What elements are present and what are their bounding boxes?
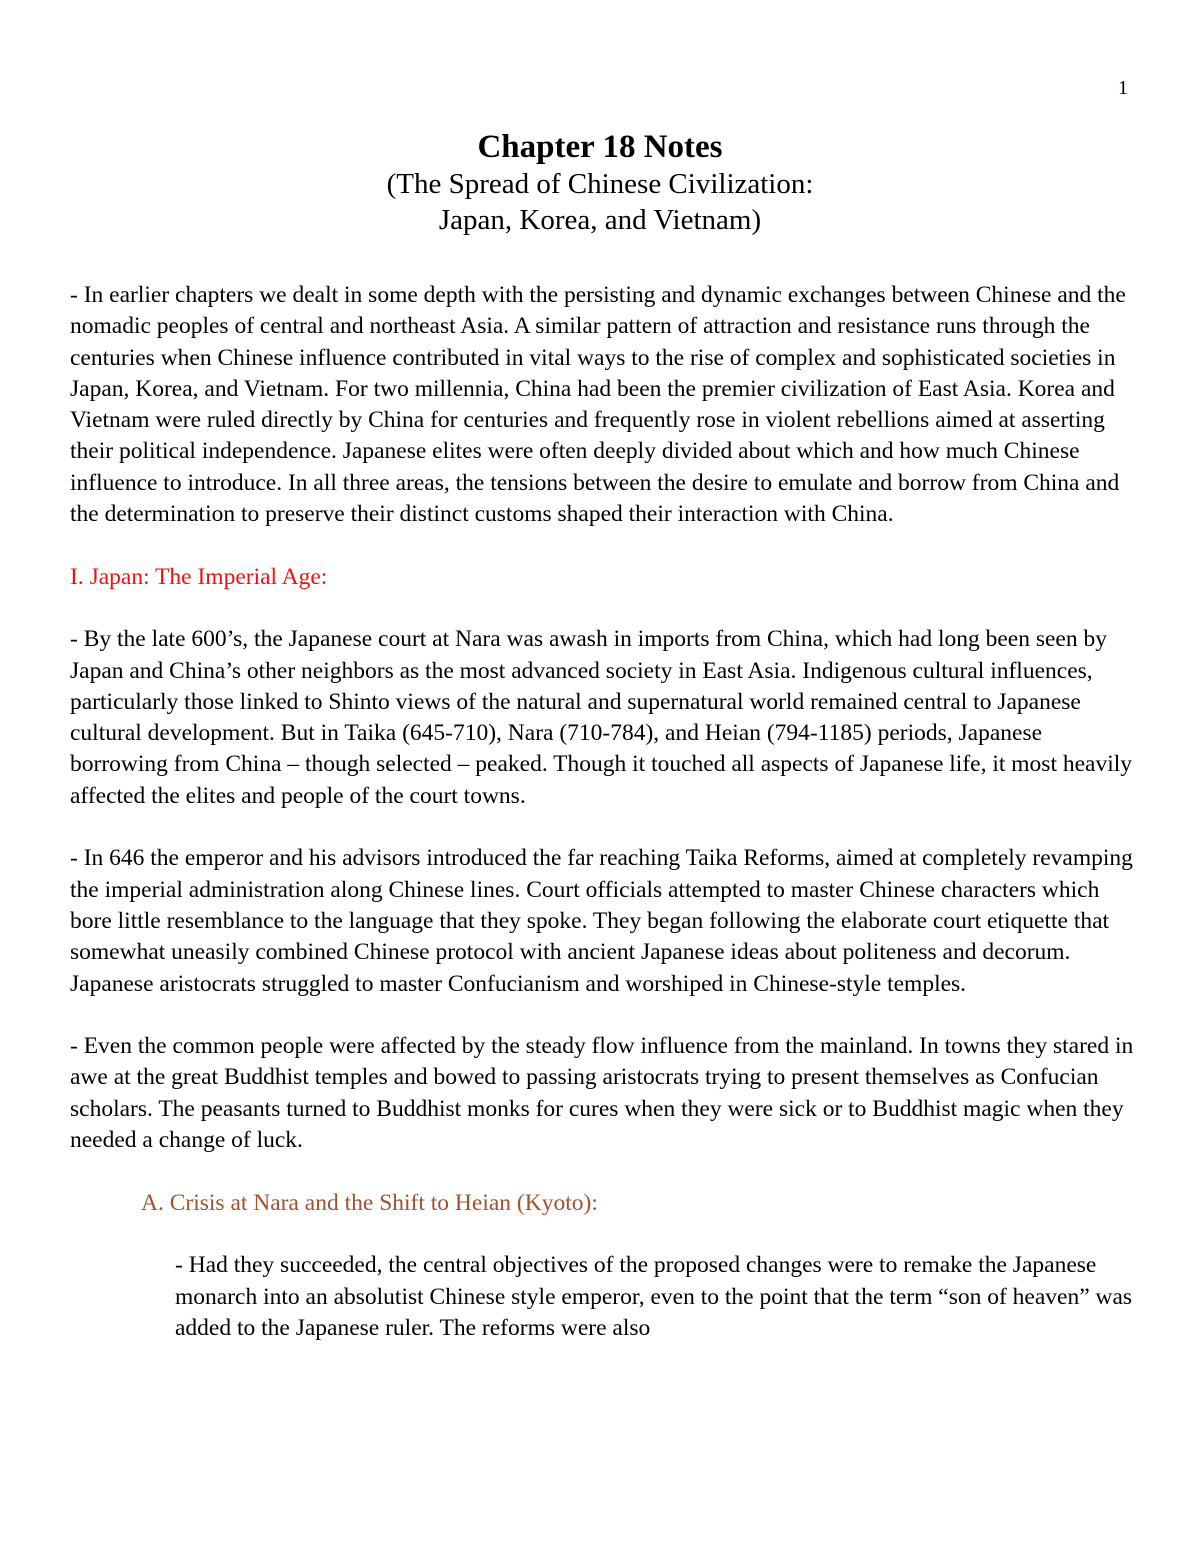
document-subtitle-line-1: (The Spread of Chinese Civilization: — [386, 168, 814, 200]
section-paragraph: - By the late 600’s, the Japanese court at Nara was awash in imports from China, which had long been seen by Japan and China’s other neighbors as the most advanced society in East Asia. Indigenous cultural influences, particularly those linked to Shinto views of the natural and supernatural world remained central to Japanese cultural development. But in Taika (645-710), Nara (710-784), and Heian (794-1185) periods, Japanese borrowing from China – though selected – peaked. Though it touched all aspects of Japanese life, it most heavily affected the elites and people of the court towns. — [70, 626, 1133, 809]
subsection-heading-crisis-at-nara: A. Crisis at Nara and the Shift to Heian (Kyoto): — [141, 1189, 598, 1216]
document-body — [70, 280, 1135, 1344]
section-paragraph: - In 646 the emperor and his advisors introduced the far reaching Taika Reforms, aimed at completely revamping the imperial administration along Chinese lines. Court officials attempted to master Chinese characters which bore little resemblance to the language that they spoke. They began following the elaborate court etiquette that somewhat uneasily combined Chinese protocol with ancient Japanese ideas about politeness and decorum. Japanese aristocrats struggled to master Confucianism and worshiped in Chinese-style temples. — [70, 845, 1133, 997]
subsection-paragraph: - Had they succeeded, the central objectives of the proposed changes were to remake the Japanese monarch into an absolutist Chinese style emperor, even to the point that the term “son of heaven” was added to the Japanese ruler. The reforms were also — [175, 1252, 1133, 1341]
intro-paragraph: - In earlier chapters we dealt in some depth with the persisting and dynamic exchanges between Chinese and the nomadic peoples of central and northeast Asia. A similar pattern of attraction and resistance runs through the centuries when Chinese influence contributed in vital ways to the rise of complex and sophisticated societies in Japan, Korea, and Vietnam. For two millennia, China had been the premier civilization of East Asia. Korea and Vietnam were ruled directly by China for centuries and frequently rose in violent rebellions aimed at asserting their political independence. Japanese elites were often deeply divided about which and how much Chinese influence to introduce. In all three areas, the tensions between the desire to emulate and borrow from China and the determination to preserve their distinct customs shaped their interaction with China. — [70, 282, 1126, 528]
document-header — [0, 128, 1200, 238]
document-subtitle-line-2: Japan, Korea, and Vietnam) — [438, 204, 762, 236]
page-number: 1 — [1118, 77, 1128, 99]
document-title: Chapter 18 Notes — [477, 129, 723, 165]
section-heading-japan: I. Japan: The Imperial Age: — [70, 563, 328, 590]
section-paragraph: - Even the common people were affected by the steady flow influence from the mainland. In towns they stared in awe at the great Buddhist temples and bowed to passing aristocrats trying to present themselves as Confucian scholars. The peasants turned to Buddhist monks for cures when they were sick or to Buddhist magic when they needed a change of luck. — [70, 1033, 1134, 1154]
